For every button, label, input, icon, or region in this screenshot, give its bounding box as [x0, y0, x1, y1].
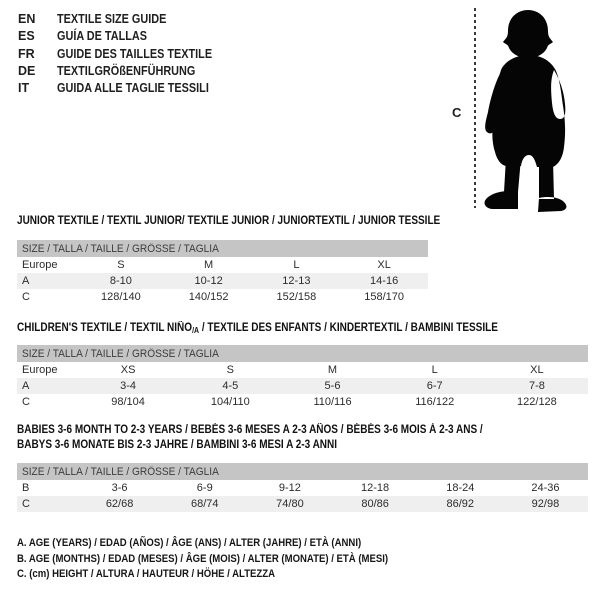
table-row [17, 273, 428, 289]
table-cell: XL [377, 259, 391, 271]
size-header-bar [17, 345, 588, 362]
table-cell: 158/170 [364, 291, 404, 303]
table-cell: 98/104 [111, 396, 145, 408]
table-cell: 12-18 [361, 482, 390, 494]
row-label: B [22, 482, 30, 494]
table-cell: 110/116 [313, 396, 352, 408]
table-row [17, 394, 588, 410]
row-label: Europe [22, 364, 58, 376]
table-cell: 14-16 [370, 275, 399, 287]
table-cell: 12-13 [282, 275, 311, 287]
footnote-b: B. AGE (MONTHS) / EDAD (MESES) / ÂGE (MOIS) / ALTER (MONATE) / ETÀ (MESI) [17, 552, 389, 565]
table-cell: 9-12 [278, 482, 301, 494]
children-title-prefix: CHILDREN'S TEXTILE / TEXTIL NIÑO [17, 322, 193, 334]
table-cell: XS [120, 364, 136, 376]
table-cell: XL [530, 364, 544, 376]
row-label: A [22, 275, 30, 287]
table-cell: 86/92 [446, 498, 475, 510]
language-code: DE [18, 63, 36, 78]
language-row-es [18, 28, 235, 45]
babies-title-line1: BABIES 3-6 MONTH TO 2-3 YEARS / BEBÉS 3-6 MESES A 2-3 AÑOS / BÉBÉS 3-6 MOIS À 2-3 ANS / [17, 424, 483, 436]
size-header-label: SIZE / TALLA / TAILLE / GRÖSSE / TAGLIA [22, 347, 219, 360]
table-cell: 74/80 [276, 498, 304, 510]
language-row-de [18, 63, 235, 80]
row-label: A [22, 380, 30, 392]
language-code: ES [18, 29, 35, 44]
babies-size-table [17, 463, 588, 512]
children-table-title [17, 321, 498, 339]
table-cell: M [204, 259, 214, 271]
language-row-en [18, 11, 235, 28]
table-cell: 6-9 [196, 482, 213, 494]
children-title-suffix: / TEXTILE DES ENFANTS / KINDERTEXTIL / BAMBINI TESSILE [199, 322, 498, 334]
table-cell: L [293, 259, 300, 271]
height-measure-dotted-line [474, 8, 476, 208]
language-title: GUIDA ALLE TAGLIE TESSILI [57, 81, 209, 96]
language-code: FR [18, 46, 35, 61]
language-title: GUÍA DE TALLAS [57, 29, 148, 44]
table-cell: 3-6 [111, 482, 128, 494]
language-title: TEXTILGRÖßENFÜHRUNG [57, 63, 196, 78]
junior-size-table [17, 240, 428, 305]
table-cell: L [431, 364, 438, 376]
table-row [17, 378, 588, 394]
table-cell: 122/128 [517, 396, 557, 408]
table-cell: 7-8 [528, 380, 545, 392]
table-cell: 104/110 [210, 396, 250, 408]
junior-table-title: JUNIOR TEXTILE / TEXTIL JUNIOR/ TEXTILE JUNIOR / JUNIORTEXTIL / JUNIOR TESSILE [17, 215, 441, 227]
table-cell: 128/140 [100, 291, 141, 303]
table-cell: 3-4 [120, 380, 137, 392]
footnote-c: C. (cm) HEIGHT / ALTURA / HAUTEUR / HÖHE / ALTEZZA [17, 568, 276, 581]
language-code: EN [18, 12, 36, 26]
height-measure-label: C [452, 105, 462, 120]
children-title-subscript: /A [192, 326, 200, 335]
size-header-bar [17, 463, 588, 480]
table-cell: S [226, 364, 234, 376]
table-cell: 8-10 [109, 275, 132, 287]
table-cell: 62/68 [105, 498, 134, 510]
table-cell: 6-7 [426, 380, 443, 392]
table-cell: 10-12 [194, 275, 223, 287]
table-row [17, 362, 588, 378]
table-row [17, 480, 588, 496]
language-row-it [18, 80, 235, 97]
table-row [17, 289, 428, 305]
size-header-label: SIZE / TALLA / TAILLE / GRÖSSE / TAGLIA [22, 465, 219, 478]
row-label: C [22, 291, 30, 303]
table-cell: 92/98 [531, 498, 560, 510]
babies-table-title [17, 423, 483, 452]
language-title: TEXTILE SIZE GUIDE [57, 12, 167, 26]
row-label: Europe [22, 259, 58, 271]
language-code: IT [18, 81, 30, 96]
language-row-fr [18, 46, 235, 63]
language-title: GUIDE DES TAILLES TEXTILE [57, 46, 213, 61]
language-title-list [18, 11, 235, 97]
size-header-bar [17, 240, 428, 257]
footnote-list [17, 536, 444, 583]
row-label: C [22, 396, 30, 408]
table-cell: 4-5 [222, 380, 239, 392]
table-cell: 140/152 [188, 291, 229, 303]
table-cell: M [327, 364, 338, 376]
size-header-label: SIZE / TALLA / TAILLE / GRÖSSE / TAGLIA [22, 242, 219, 255]
footnote-a: A. AGE (YEARS) / EDAD (AÑOS) / ÂGE (ANS) / ALTER (JAHRE) / ETÀ (ANNI) [17, 537, 362, 549]
table-cell: 24-36 [531, 482, 560, 494]
table-cell: 68/74 [190, 498, 219, 510]
children-size-table [17, 345, 588, 410]
table-row [17, 257, 428, 273]
table-cell: 152/158 [276, 291, 317, 303]
baby-silhouette-image [480, 8, 576, 213]
table-cell: 116/122 [415, 396, 455, 408]
table-cell: 18-24 [446, 482, 475, 494]
table-cell: 5-6 [324, 380, 341, 392]
row-label: C [22, 498, 30, 510]
table-cell: 80/86 [361, 498, 389, 510]
table-cell: S [117, 259, 125, 271]
babies-title-line2: BABYS 3-6 MONATE BIS 2-3 JAHRE / BAMBINI 3-6 MESI A 2-3 ANNI [17, 438, 338, 451]
table-row [17, 496, 588, 512]
